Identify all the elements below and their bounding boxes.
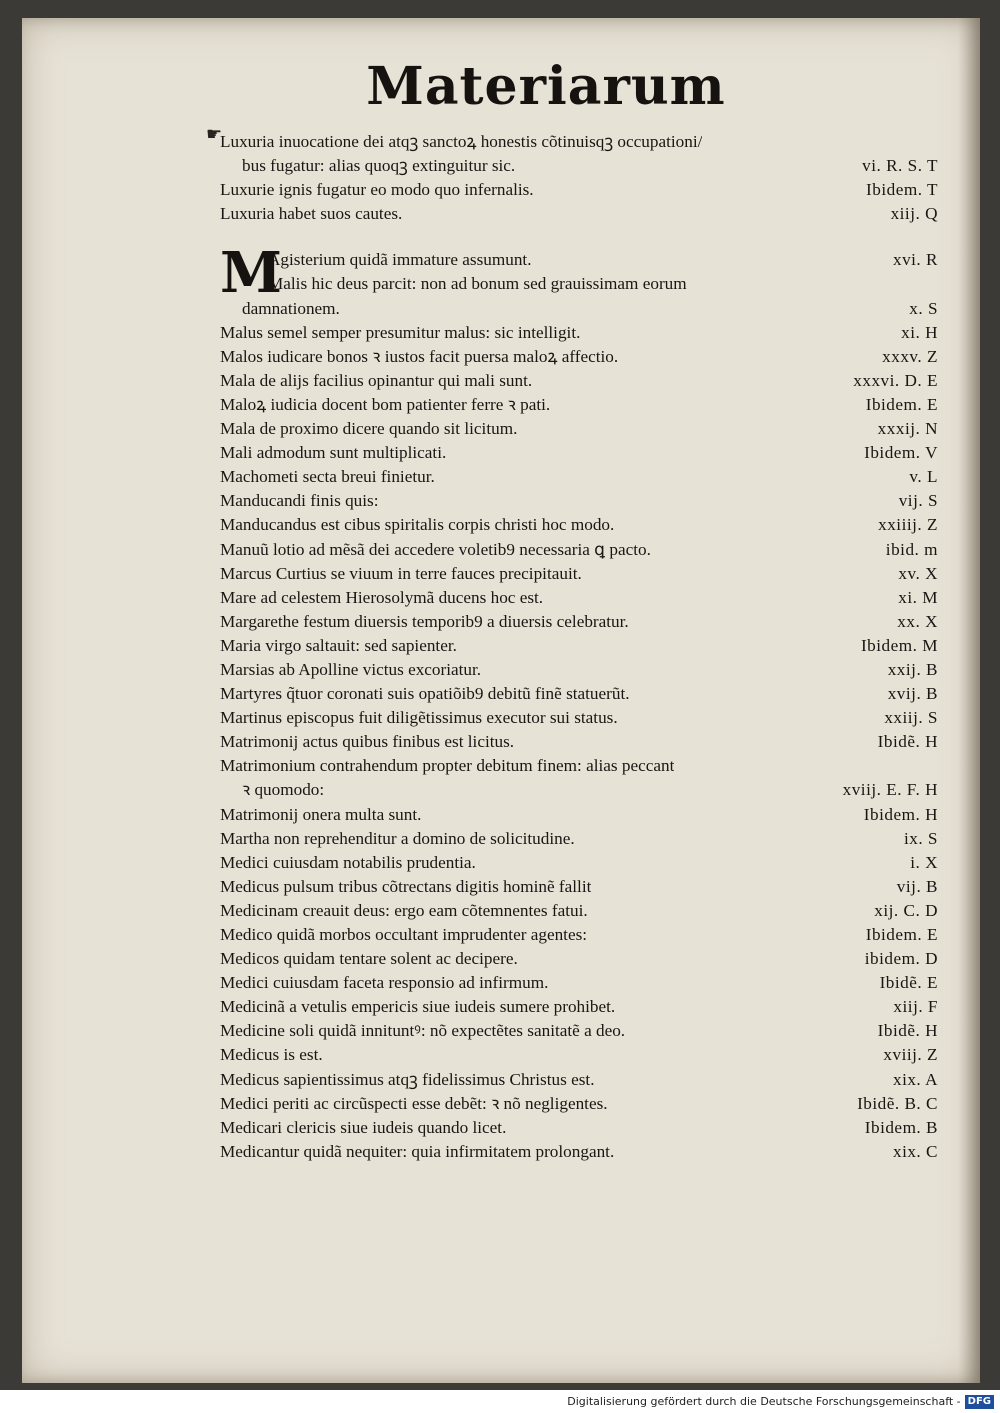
entry-text: Manducandi finis quis: — [220, 491, 379, 511]
entry-text: Matrimonium contrahendum propter debitum finem: alias peccant — [220, 756, 675, 776]
index-entry — [220, 778, 938, 802]
entry-text: Mare ad celestem Hierosolymã ducens hoc est. — [220, 587, 544, 607]
index-entry — [220, 1068, 938, 1092]
entry-text: Marcus Curtius se viuum in terre fauces precipitauit. — [220, 563, 582, 583]
entry-reference: ix. S — [903, 828, 938, 848]
entry-text: Martha non reprehenditur a domino de solicitudine. — [220, 828, 575, 848]
entries-m-section — [220, 240, 938, 1164]
index-entry — [220, 634, 938, 658]
entry-reference: Ibidẽ. H — [877, 732, 938, 752]
entry-text: Medico quidã morbos occultant imprudenter agentes: — [220, 925, 588, 944]
entry-reference: ibidem. D — [864, 949, 938, 969]
running-head: Materiarum — [366, 56, 726, 117]
entry-reference: vij. S — [898, 491, 938, 511]
entry-reference: xv. X — [898, 563, 938, 583]
section-gap — [220, 226, 938, 248]
entry-reference: Ibidẽ. E — [879, 973, 938, 993]
manicule-icon: ☛ — [206, 124, 223, 144]
index-entry — [220, 465, 938, 489]
footer-credit: Digitalisierung gefördert durch die Deutsche Forschungsgemeinschaft - — [567, 1395, 961, 1408]
index-entry — [220, 586, 938, 610]
index-entry — [220, 730, 938, 754]
index-entry — [220, 995, 938, 1019]
entry-reference: xxxvi. D. E — [853, 370, 938, 390]
entry-text: Martyres q̃tuor coronati suis opatiõib9 debitũ finẽ statuerũt. — [220, 684, 630, 704]
entry-reference: xxij. B — [887, 659, 938, 679]
entry-reference: vi. R. S. T — [862, 156, 938, 176]
entry-text: Agisterium quidã immature assumunt. — [268, 250, 532, 270]
index-entry — [220, 202, 938, 226]
index-entry — [220, 1140, 938, 1164]
entry-reference: xiij. Q — [890, 204, 938, 224]
index-entry — [220, 248, 938, 272]
entry-reference: Ibidem. M — [860, 635, 938, 655]
index-entry — [220, 417, 938, 441]
entry-text: Medicantur quidã nequiter: quia infirmitatem prolongant. — [220, 1141, 615, 1161]
entry-reference: xix. C — [892, 1141, 938, 1161]
entry-reference: Ibidem. T — [866, 180, 938, 200]
entry-text: Malos iudicare bonos ꝛ iustos facit puersa maloꝝ affectio. — [220, 346, 619, 366]
entry-reference: Ibidẽ. B. C — [857, 1093, 938, 1113]
entry-reference: xix. A — [892, 1069, 938, 1089]
entry-text: Matrimonij actus quibus finibus est licitus. — [220, 732, 515, 752]
index-entry — [220, 706, 938, 730]
index-entry — [220, 875, 938, 899]
entry-text: Medici cuiusdam notabilis prudentia. — [220, 852, 476, 872]
entry-reference: xi. M — [898, 587, 938, 607]
entry-reference: Ibidem. V — [864, 443, 938, 463]
index-entry — [220, 513, 938, 537]
entry-text: Marsias ab Apolline victus excoriatur. — [220, 659, 482, 679]
entry-reference: xxiij. S — [884, 708, 938, 728]
entry-text: Medicus is est. — [220, 1045, 323, 1065]
entry-reference: vij. B — [896, 876, 938, 896]
entry-reference: v. L — [909, 467, 938, 487]
entry-reference: xij. C. D — [874, 900, 938, 920]
entry-reference: Ibidem. H — [863, 804, 938, 824]
entry-text: Mala de alijs facilius opinantur qui mali sunt. — [220, 370, 533, 390]
footer-bar — [0, 1390, 1000, 1413]
entry-text: Luxuria inuocatione dei atqꝫ sanctoꝝ honestis cõtinuisqꝫ occupationi/ — [220, 132, 703, 151]
entry-text: Maria virgo saltauit: sed sapienter. — [220, 635, 457, 655]
index-entry — [220, 178, 938, 202]
index-entry — [220, 851, 938, 875]
entries-l-section — [220, 130, 938, 226]
entry-text: Medicinam creauit deus: ergo eam cõtemnentes fatui. — [220, 900, 588, 920]
entry-text: Medici periti ac circũspecti esse debẽt: ꝛ nõ negligentes. — [220, 1093, 608, 1113]
index-entry — [220, 947, 938, 971]
entry-text: Medici cuiusdam faceta responsio ad infirmum. — [220, 973, 549, 993]
index-entry — [220, 345, 938, 369]
entry-reference: xvij. B — [887, 684, 938, 704]
entry-text: Malis hic deus parcit: non ad bonum sed grauissimam eorum — [268, 274, 687, 294]
index-entry — [220, 441, 938, 465]
index-entry — [220, 154, 938, 178]
index-entry — [220, 610, 938, 634]
entry-text: Machometi secta breui finietur. — [220, 467, 435, 487]
entry-reference: xxxv. Z — [882, 346, 938, 366]
entry-text: Margarethe festum diuersis temporib9 a diuersis celebratur. — [220, 611, 629, 631]
index-entry — [220, 682, 938, 706]
entry-text: Luxuria habet suos cautes. — [220, 204, 403, 224]
book-page — [22, 18, 980, 1383]
entry-reference: Ibidem. B — [864, 1117, 938, 1137]
entry-text: ꝛ quomodo: — [242, 780, 325, 800]
index-entry — [220, 393, 938, 417]
entry-reference: Ibidem. E — [865, 925, 938, 944]
entry-reference: x. S — [909, 298, 938, 318]
entry-text: Manuũ lotio ad mẽsã dei accedere voletib9 necessaria ꝗ pacto. — [220, 539, 651, 559]
dfg-logo: DFG — [965, 1395, 994, 1409]
entry-text: Manducandus est cibus spiritalis corpis christi hoc modo. — [220, 515, 615, 535]
index-entry — [220, 827, 938, 851]
entry-text: Medicos quidam tentare solent ac decipere. — [220, 949, 518, 969]
entry-text: Mala de proximo dicere quando sit licitum. — [220, 419, 518, 439]
entry-text: Luxurie ignis fugatur eo modo quo infernalis. — [220, 180, 534, 200]
entry-text: Medicinã a vetulis empericis siue iudeis sumere prohibet. — [220, 997, 616, 1017]
entry-text: Mali admodum sunt multiplicati. — [220, 443, 447, 463]
entry-text: Matrimonij onera multa sunt. — [220, 804, 422, 824]
index-entry — [220, 1116, 938, 1140]
index-entry — [220, 899, 938, 923]
entry-text: bus fugatur: alias quoqꝫ extinguitur sic. — [242, 156, 516, 176]
index-entry — [220, 754, 938, 778]
initial-letter-m: M — [220, 240, 282, 307]
entry-text: Medicus sapientissimus atqꝫ fidelissimus Christus est. — [220, 1069, 595, 1089]
index-entry — [220, 803, 938, 827]
entry-reference: xx. X — [897, 611, 938, 631]
index-entry — [220, 297, 938, 321]
entry-text: Martinus episcopus fuit diligẽtissimus executor sui status. — [220, 708, 618, 728]
entry-reference: Ibidẽ. H — [877, 1021, 938, 1041]
entry-reference: Ibidem. E — [865, 394, 938, 414]
entry-reference: xi. H — [901, 322, 938, 342]
entry-text: Medicari clericis siue iudeis quando licet. — [220, 1117, 507, 1137]
index-entry — [220, 923, 938, 947]
index-entry — [220, 130, 938, 154]
index-entry — [220, 971, 938, 995]
index-entry — [220, 1019, 938, 1043]
entry-reference: xxxij. N — [877, 419, 938, 439]
index-column — [206, 124, 938, 1164]
entry-reference: xxiiij. Z — [878, 515, 938, 535]
index-entry — [220, 1043, 938, 1067]
entry-reference: xvi. R — [892, 250, 938, 270]
index-entry — [220, 1092, 938, 1116]
index-entry — [220, 562, 938, 586]
entry-reference: xviij. E. F. H — [842, 780, 938, 800]
index-entry — [220, 321, 938, 345]
entry-text: Malus semel semper presumitur malus: sic intelligit. — [220, 322, 581, 342]
entry-reference: xiij. F — [893, 997, 938, 1017]
index-entry — [220, 658, 938, 682]
entry-reference: xviij. Z — [883, 1045, 938, 1065]
entry-text: Medicine soli quidã innituntꝰ: nõ expectẽtes sanitatẽ a deo. — [220, 1021, 626, 1041]
index-entry — [220, 369, 938, 393]
index-entry — [220, 272, 938, 296]
entry-text: Maloꝝ iudicia docent bom patienter ferre ꝛ pati. — [220, 394, 551, 414]
entry-reference: ibid. m — [885, 539, 938, 559]
index-entry — [220, 538, 938, 562]
entry-reference: i. X — [910, 852, 938, 872]
index-entry — [220, 489, 938, 513]
entry-text: Medicus pulsum tribus cõtrectans digitis hominẽ fallit — [220, 876, 592, 896]
entry-text: damnationem. — [242, 298, 340, 318]
